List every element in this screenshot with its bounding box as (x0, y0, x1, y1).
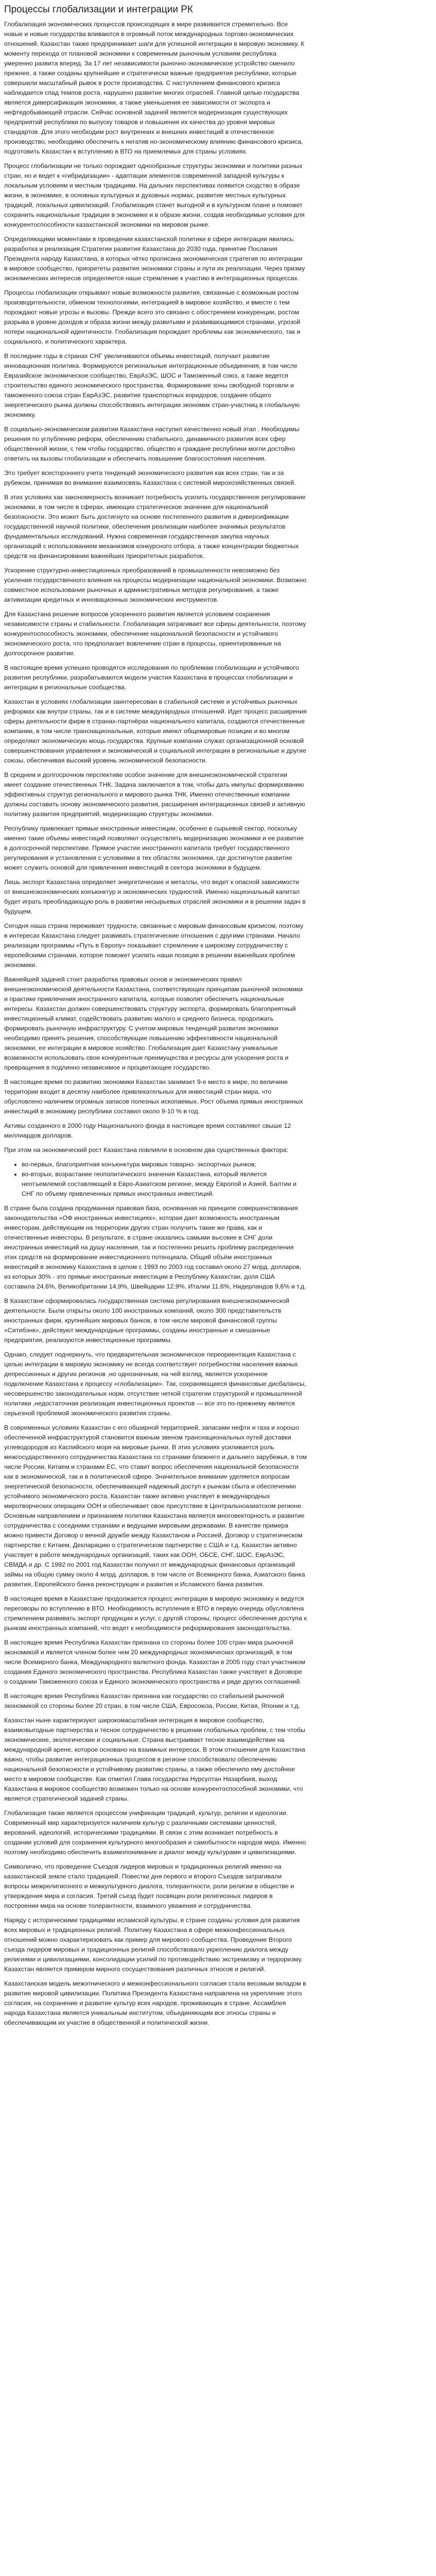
paragraph: Однако, следует подчеркнуть, что предварительная экономическое переориентация Казахстана с целью интеграции в мировую экономику не всегда соответствует потребностям населения важных депрессионных и других регионов ,но однозначным, на чей взгляд, является ускоренное подключение Казахстана к процессу «глобализации». Так, сохраняющиеся финансовые дисбалансы, несовершенство законодательных норм, отсутствие четкой стратегии структурной и промышленной политики ,недостаточная реализация инвестиционных проектов — все это по-прежнему является серьезной проблемой экономического развития страны. (4, 1351, 306, 1417)
paragraph: Активы созданного в 2000 году Национального фонда в настоящее время составляют свыше 12 миллиардов долларов. (4, 1122, 291, 1139)
paragraph: В настоящее время Республика Казахстан признана со стороны более 100 стран мира рыночной экономикой и является членом более чем 20 международных экономических организаций, в том числе Всемирного банка, Международного валютного фонда. Казахстан в 2005 году стал участником создания Единого экономического пространства. Республика Казахстан также участвует в Договоре о создании Таможенного союза и Единого экономического пространства и ряде других соглашений. (4, 1639, 306, 1685)
paragraph: Казахстан ныне характеризуют широкомасштабная интеграция в мировое сообщество, взаимовыгодные партнерства и тесное сотрудничество в решении глобальных проблем, с тем чтобы экономические, экологические и социальные. Страна выстраивает тесное взаимодействие на международной арене, которое основано на взаимных интересах. В этом отношении для Казахстана важно, чтобы развитие интеграционных процессов в регионе способствовало обеспечению национальной безопасности и устойчивому развитию страны, а также обеспечило ему достойное место в мировом сообществе. Как отметил Глава государства Нурсултан Назарбаев, выход Казахстана в мировое сообщество возможен только на основе конкурентоспособной экономики, что является стратегической задачей страны. (4, 1717, 305, 1802)
page-title: Процессы глобализации и интеграции РК (4, 4, 193, 15)
paragraph: Важнейшей задачей стоит разработка правовых основ и экономических правил внешнеэкономической деятельности Казахстана, соответствующих принципам рыночной экономики и практике привлечения иностранного капитала, которые позволят обеспечить национальные интересы. Казахстан должен совершенствовать структуру экспорта, формировать благоприятный инвестиционный климат, содействовать развитию малого и среднего бизнеса, продолжать формировать рыночную инфраструктуру. С учетом мировых тенденций развития экономики необходимо принять решения, способствующие повышению эффективности национальной экономики, ее интеграции в мировое хозяйство. Глобализация дает Казахстану уникальные возможности использовать свои конкурентные преимущества и ресурсы для ускорения роста и превращения в подлинно независимое и процветающее государство. (4, 976, 303, 1071)
paragraph: Лишь экспорт Казахстана определяет энергетические и металлы, что ведет к опасной зависимости от внешнеэкономических конъюнктур и экономических трудностей. Именно национальный капитал будет играть преобладающую роль в развитии несырьевых отраслей экономики и в решении задач в будущем. (4, 878, 306, 915)
paragraph: В современных условиях Казахстан с его обширной территорией, запасами нефти и газа и хорошо обеспеченной инфраструктурой становится важным звеном транснациональных путей доставки углеводородов из Каспийского моря на мировые рынки. В этих условиях усиливается роль межгосударственного сотрудничества Казахстана со странами ближнего и дальнего зарубежья, в том числе России, Китаем и странами ЕС, что ставит вопрос обеспечения национальной безопасности как в экономической, так и в политической сфере. Значительное внимание уделяется вопросам энергетической безопасности, обеспечивающей надежный доступ к рынкам сбыта и обеспечению устойчивого экономического роста. Казахстан также активно участвует в международных миротворческих операциях ООН и обеспечивает свое присутствие в Центральноазиатском регионе. Основным направлением и признанием политики Казахстана является многовекторность и развитие сотрудничества с соседними странами и ведущими мировыми державами. В качестве примера можно привести Договор о вечной дружбе между Казахстаном и Россией, Договор о стратегическом партнерстве с Китаем, Декларацию о стратегическом партнерстве с США и т.д. Казахстан активно участвует в работе международных организаций, таких как ООН, ОБСЕ, СНГ, ШОС, ЕврАзЭС, СВМДА и др. С 1992 по 2001 год Казахстан получил от международных финансовых организаций займы на общую сумму около 4 млрд. долларов, в том числе от Всемирного банка, Азиатского банка развития, Европейского банка реконструкции и развития и Исламского банка развития. (4, 1424, 307, 1588)
paragraph: Казахстан в условиях глобализации заинтересован в стабильной системе и устойчивых рыночных реформах как внутри страны, так и в системе международных отношений. Идет процесс расширения сферы деятельности фирм в странах-партнёрах национального капитала, создаются отечественные компании, в том числе транснациональные, которые имеют общемировые позиции и во многом определяют экономическую мощь государства. Крупные компании служат организационной основой совершенствования управления и экономической и социальной интеграции в региональные и другие союзы, обеспечивая высокий уровень экономической безопасности. (4, 698, 307, 764)
paragraph: Определяющими моментами в проведении казахстанской политики в сфере интеграции явились: разработка и реализация Стратегии развития Казахстана до 2030 года, принятие Послания Президента народу Казахстана, в которых чётко прописана экономическая стратегия по интеграции в мировое сообщество, приоритеты развития экономики страны и пути их реализации. Через призму экономических интересов определяется наше стремление к участию в интеграционных процессах. (4, 235, 305, 282)
paragraph: В стране была создана продуманная правовая база, основанная на принципе совершенствования законодательства «ОФ иностранных инвестициях», которая дает возможность иностранным инвесторам, действующим на территории других стран получить такие же права, как и отечественные инвесторы. В результате, в стране оказались самыми высокие в СНГ доли иностранных инвестиций на душу населения, так и постепенно решить проблему распределения этих средств на формирование инвестиционного потенциала. Общий объём иностранных инвестиций в экономику Казахстана в целом с 1993 по 2003 год составил около 27 млрд. долларов, из которых 30% - это прямые иностранные инвестиции в Республику Казахстан, доля США составила 24,6%, Великобритании 14,9%, Швейцарии 12,9%, Италии 11,6%, Нидерландов 9,6% и т.д. (4, 1205, 306, 1290)
article-body (4, 20, 432, 2028)
paragraph: Наряду с историческими традициями исламской культуры, в стране созданы условия для развития всех мировых и традиционных религий. Политику Казахстана в сфере межконфессиональных отношений можно охарактеризовать как пример для мирового сообщества. Проведение Второго съезда лидеров мировых и традиционных религий способствовало укреплению диалога между религиями и цивилизациями, консолидации усилий по противодействию экстремизму и терроризму. Казахстан является примером мирного сосуществования различных этносов и религий. (4, 1917, 303, 1973)
paragraph: Республику привлекает прямые иностранные инвестиции, особенно в сырьевой сектор, поскольку именно такие объемы инвестиций позволяют осуществлять модернизацию экономики и ее развитие в долгосрочной перспективе. Прямое участие иностранного капитала требует государственного регулирования и установления с условиями в тех областях экономики, где достигнутое развитие может служить основой для привлечения инвестиций в сектора экономики в будущем. (4, 825, 304, 871)
paragraph: Глобализация экономических процессов происходящих в мире развивается стремительно. Все новые и новые государства вливаются в огромный поток международных торгово-экономических отношений. Казахстан также предпринимает шаги для успешной интеграции в мировую экономику. К моменту перехода от плановой экономики к современным рыночным условиям республика умеренно развита вперед. За 17 лет независимости рыночно-экономическое устройство сменило прежнее, а также созданы крупнейшие и стратегически важные предприятия республики, которые совершили масштабный рывок в росте производства. С наступлением финансового кризиса наблюдается спад темпов роста, нарушено развитие многих отраслей. Главной целью государства является диверсификация экономики, а также уменьшения ее зависимости от экспорта и нефтедобывающей отрасли. Сейчас основной задачей является модернизация существующих предприятий республики по выпуску товаров и повышения их качества до уровня мировых стандартов. Для этого необходим рост внутренних и внешних инвестиций в отечественное производство, необходимо обеспечить к негатив но-экономическому влиянию финансового кризиса, подготовить Казахстан к вступлению в ВТО на приемлемых для страны условиях. (4, 21, 305, 155)
paragraph: В последние годы в странах СНГ увеличиваются объемы инвестиций, получает развитие инновационная политика. Формируются региональные интеграционные объединения, в том числе Евразийское экономическое сообщество, ЕврАзЭС, ШОС и Таможенный союз, а также ведется строительство единого экономического пространства. Формирование зоны свободной торговли и таможенного союза стран ЕврАзЭС, развитие транспортных коридоров, создание общего энергетического рынка должны способствовать интеграции экономик стран-участниц в глобальную экономику. (4, 352, 300, 418)
paragraph: В настоящее время по развитию экономики Казахстан занимает 9-е место в мире, по величине территории входит в десятку наиболее привлекательных для инвестиций стран мира, что обусловлено наличием огромных запасов полезных ископаемых. Рост объема прямых иностранных инвестиций в экономику республики составил около 9-10 % в год. (4, 1078, 303, 1115)
paragraph: При этом на экономический рост Казахстана повлияли в основном два существенных фактора: (4, 1146, 289, 1154)
paragraph: Это требует всестороннего учета тенденций экономического развития как всех стран, так и за рубежом, принимая во внимание взаимосвязь Казахстана с системой мирохозяйственных связей. (4, 469, 296, 486)
paragraph: Процесс глобализации не только порождает однообразные структуры экономики и политики разных стран, но и ведет к «гибридизации» - адаптации элементов современной западной культуры к локальным условиям и местным традициям. На дальних перспективах появится сходство в образе жизни, в экономике, в основных культурных и духовных нормах, развитие местных культурных традиций, локальных цивилизаций. Глобализация станет выгодной и в культурном плане и поможет сохранить национальные традиции в экономике и в образе жизни, создав необходимые условия для конкурентоспособности казахстанской экономики на мировом рынке. (4, 162, 305, 228)
paragraph: В социально-экономическом развитии Казахстана наступил качественно новый этап . Необходимы решения по углублению реформ, обеспечению стабильного, динамичного развития всех сфер общественной жизни, с тем чтобы государство, общество и граждане республики могли достойно ответить на вызовы глобализации и обеспечить повышение благосостояния населения. (4, 426, 300, 462)
paragraph: В настоящее время Республика Казахстан признана как государство со стабильной рыночной экономикой со стороны более 20 стран, в том числе США, Евросоюза, России, Китая, Японии и т.д. (4, 1692, 300, 1709)
paragraph: В настоящее время успешно проводятся исследования по проблемам глобализации и устойчивого развития республики, разрабатываются модели участия Казахстана в процессах глобализации и интеграции в региональные сообщества. (4, 664, 299, 691)
paragraph: Ускорение структурно-инвестиционных преобразований в промышленности невозможно без усиления государственного влияния на процессы модернизации национальной экономики. Возможно совместное использование рыночных и административных методов регулирования, а также активизации кредитных и инновационных экономических инструментов. (4, 567, 307, 603)
paragraph: Процессы глобализации открывают новые возможности развития, связанные с возможным ростом производительности, обменом технологиями, интеграцией в мировое хозяйство, и вместе с тем порождают новые угрозы и вызовы. Прежде всего это связано с обострением конкуренции, ростом разрыва в уровне доходов и образа жизни между развитыми и развивающимися странами, угрозой потери национальной идентичности. Глобализация порождает проблемы как экономического, так и социального, и политического характера. (4, 289, 301, 345)
paragraph: Для Казахстана решение вопросов ускоренного развития является условием сохранения независимости страны и стабильности. Глобализация затрагивает все сферы деятельности, поэтому конкурентоспособность экономики, обеспечение национальной безопасности и устойчивого экономического роста, что предполагает вовлечение стран в процессы, ориентированные на долгосрочное развитие. (4, 611, 306, 657)
paragraph: В этих условиях как закономерность возникает потребность усилить государственное регулирование экономики, в том числе в сферах, имеющих стратегическое значение для национальной безопасности. Это может быть достигнуто на основе постепенного развития и диверсификации государственной научной политики, обеспечения реализации наиболее значимых результатов фундаментальных исследований. Нужна современная государственная закупка научных организаций с использованием механизмов конкурсного отбора, а также концентрации бюджетных средств на финансировании важнейших приоритетных разработок. (4, 494, 306, 560)
list-item: • во-вторых, возрастание геополитического значения Казахстана, который является неотъемлемой составляющей в Евро-Азиатском регионе, между Европой и Азией, Балтии и СНГ по объему привлеченных прямых иностранных инвестиций. (22, 1170, 310, 1199)
paragraph: Глобализация также является процессом унификации традиций, культур, религии и идеологии. Современный мир характеризуется наличием культур с различными системами ценностей, верований, идеологий, историческими традициями. В связи с этим возникает потребность в создании условий для сохранения культурного многообразия и самобытности народов мира. Именно поэтому необходимо обеспечить взаимопонимание и диалог между культурами и цивилизациями. (4, 1809, 306, 1856)
list-item: • во-первых, благоприятная конъюнктура мировых товарно- экспортных рынков; (22, 1160, 310, 1170)
growth-factors-list (4, 1160, 310, 1199)
paragraph: Символично, что проведение Съездов лидеров мировых и традиционных религий именно на казахстанской земле стало традицией. Повестки дня первого и второго Съездов затрагивали вопросы межрелигиозного и межкультурного диалога, толерантности, роли религии в обществе и утверждения мира и согласия. Третий съезд будет посвящен роли религиозных лидеров в построении мира на основе толерантности, взаимного уважения и сотрудничества. (4, 1863, 294, 1909)
paragraph: Сегодня наша страна переживает трудности, связанные с мировым финансовым кризисом, поэтому в интересах Казахстана следует развивать стратегические отношения с другими странами. Начало реализации программы «Путь в Европу» показывает стремление к широкому сотрудничеству с европейскими странами, которое поможет усилить наши позиции в решении важнейших проблем экономики. (4, 922, 303, 969)
paragraph: Казахстанская модель межэтнического и межконфессионального согласия стала весомым вкладом в развитие мировой цивилизации. Политика Президента Казахстана направлена на укрепление этого согласия, на сохранение и развитие культур всех народов, проживающих в стране. Ассамблея народа Казахстана является уникальным институтом, объединяющим все этносы страны и обеспечивающим их участие в общественной и политической жизни. (4, 1980, 306, 2026)
paragraph: В Казахстане сформировалась государственная система регулирования внешнеэкономической деятельности. Были открыты около 100 иностранных компаний, около 300 представительств иностранных фирм, крупнейших мировых банков, в том числе мировой финансовой группы «Ситибэнк», действуют международные программы, созданы иностранные и смешанные предприятия, реализуются инвестиционные программы. (4, 1297, 289, 1344)
paragraph: В настоящее время в Казахстане продолжается процесс интеграции в мировую экономику и ведутся переговоры по вступлению в ВТО. Необходимость вступления в ВТО в первую очередь обусловлена стремлением развивать экспорт продукции и услуг, с другой стороны, процесс обеспечения доступа к рынкам иностранных компаний, что ведет к необходимости реформирования законодательства. (4, 1595, 307, 1632)
paragraph: В среднем и долгосрочном перспективе особое значение для внешнеэкономической стратегии имеет создание отечественных ТНК. Задача заключается в том, чтобы дать импульс формированию эффективных структур регионального и мирового рынка ТНК. Именно отечественные компании должны составить основу экономического развития, расширения интеграционных связей и активную политику развития предприятий, модернизацию структуры экономики. (4, 771, 305, 818)
